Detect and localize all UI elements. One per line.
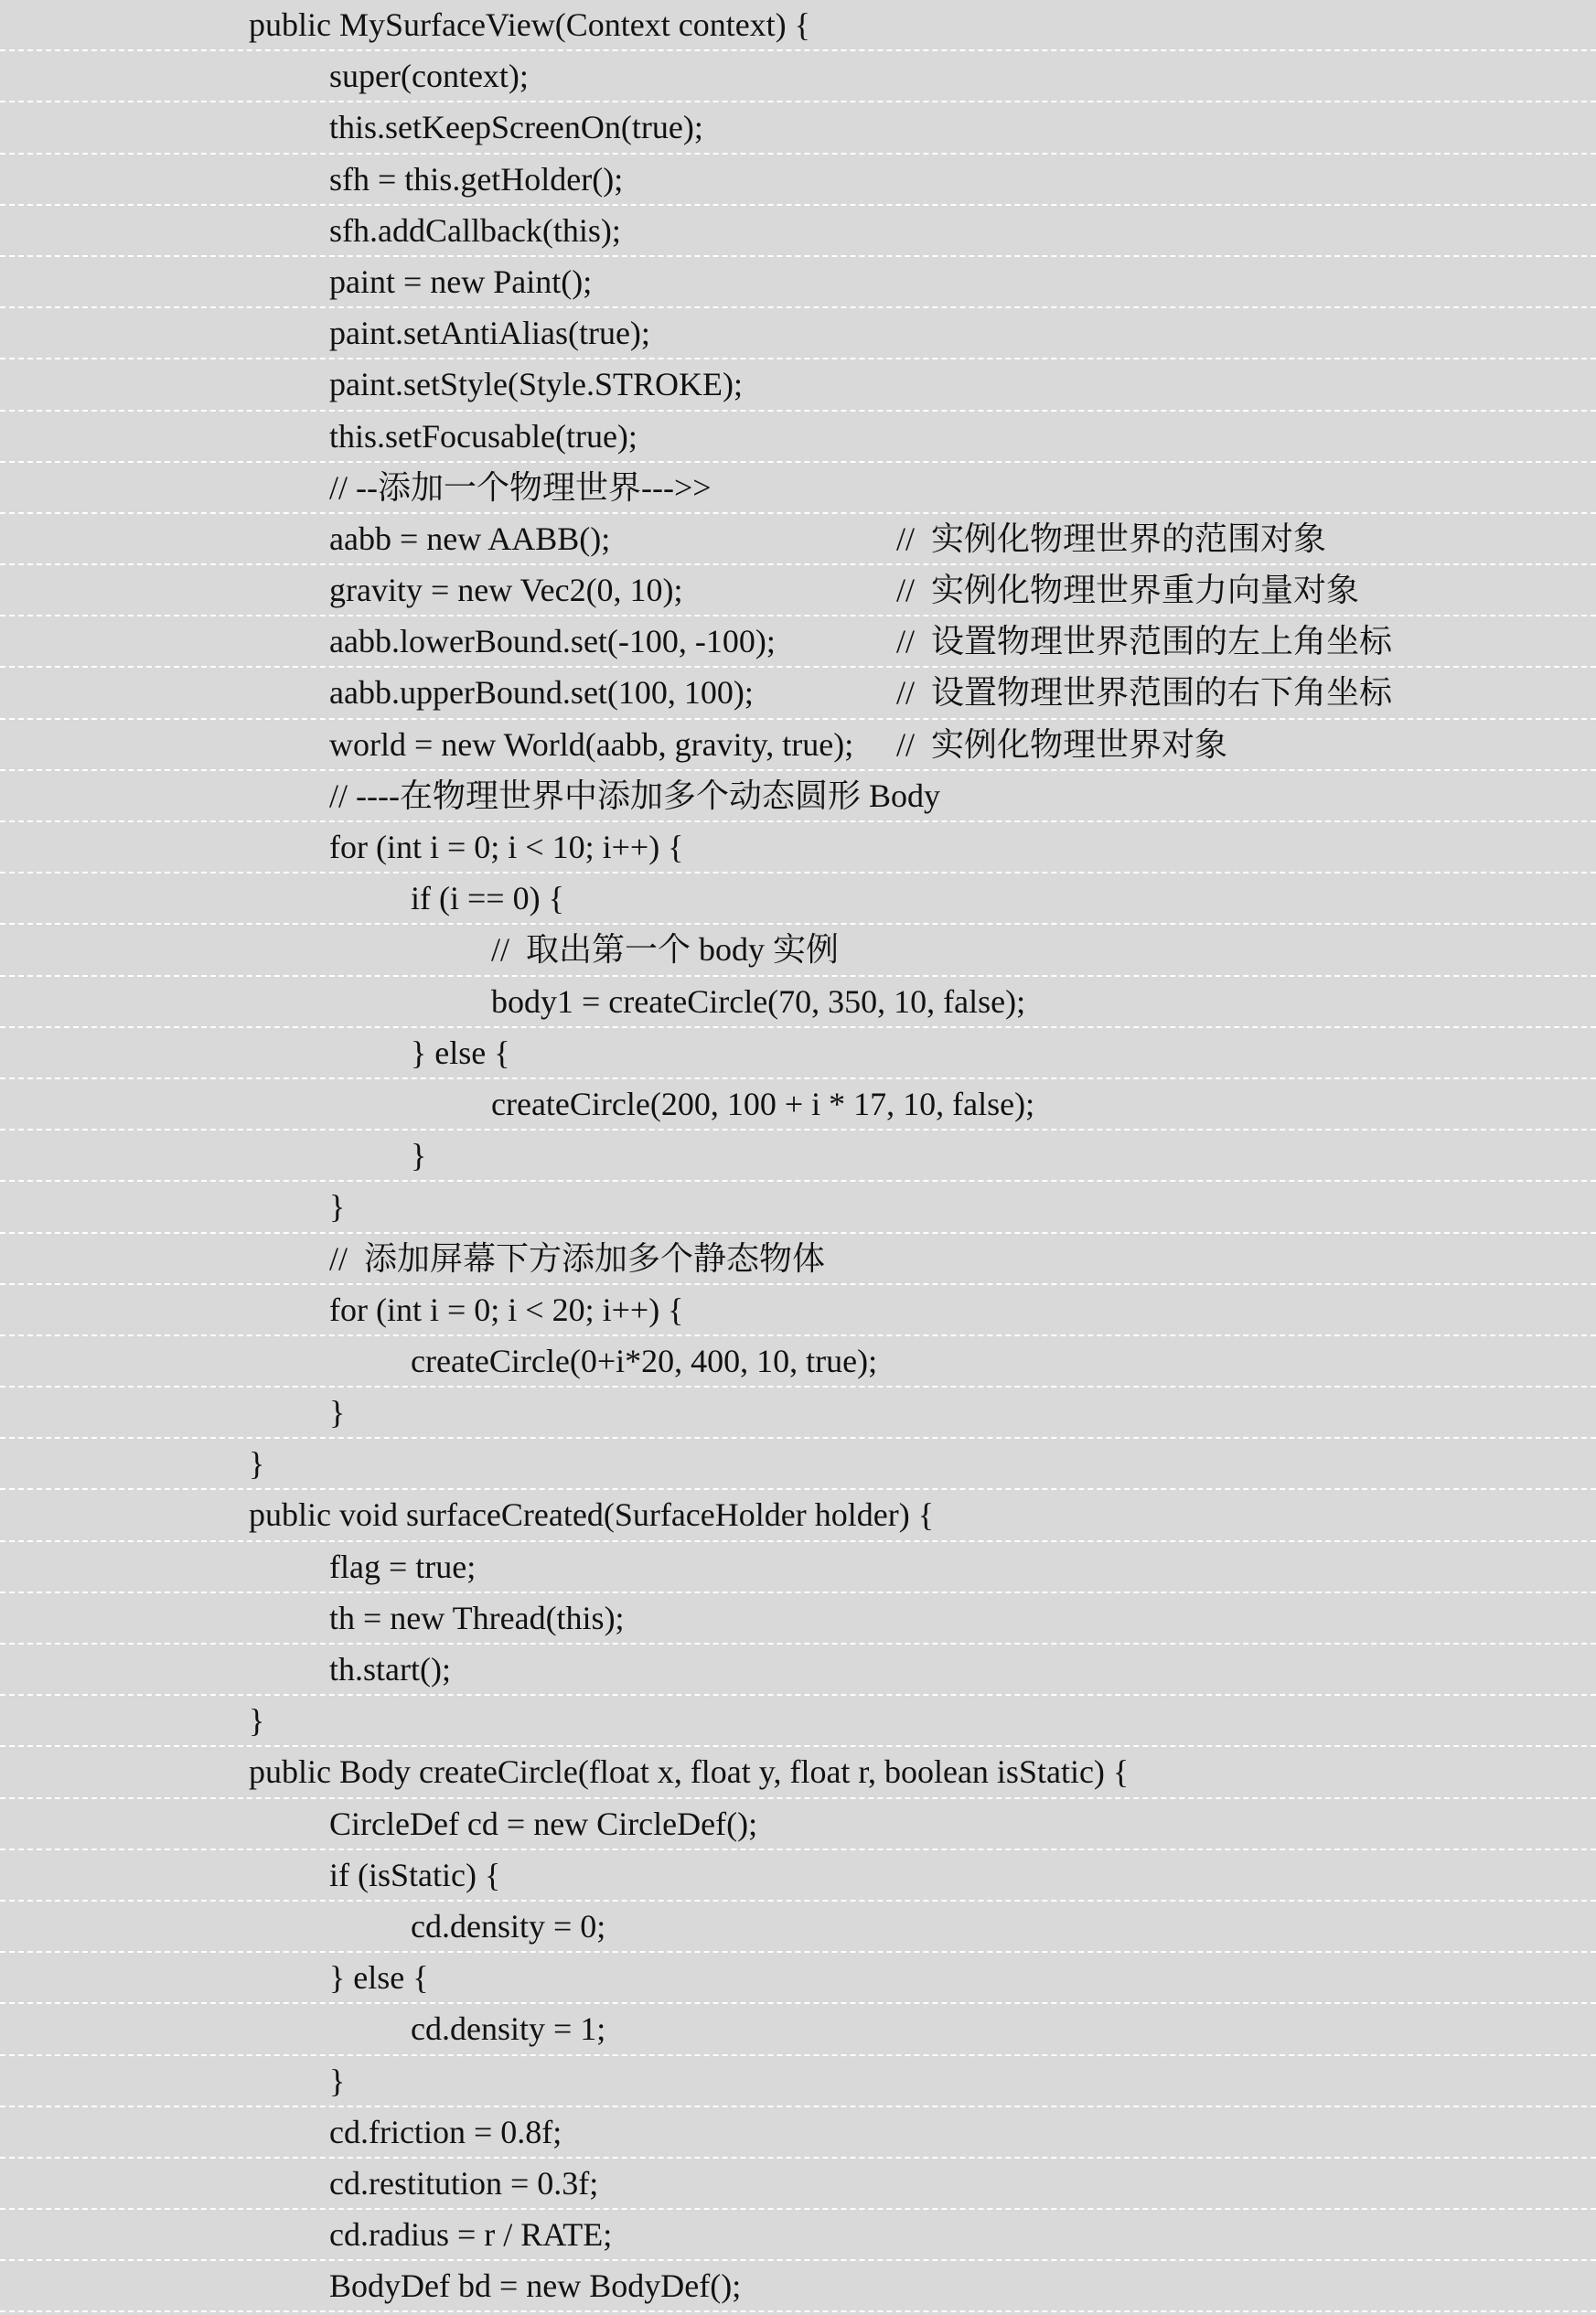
inline-comment: // 实例化物理世界对象 [896, 725, 1228, 763]
code-line [0, 1593, 1596, 1645]
code-text: paint = new Paint(); [329, 263, 593, 300]
code-line [0, 1079, 1596, 1131]
inline-comment: // 实例化物理世界的范围对象 [896, 520, 1327, 557]
code-text: } else { [329, 1959, 429, 1997]
code-text: public Body createCircle(float x, float y, float r, boolean isStatic) { [249, 1753, 1130, 1791]
code-comment-line: // ----在物理世界中添加多个动态圆形 Body [329, 777, 940, 814]
code-line [0, 308, 1596, 359]
code-line [0, 2210, 1596, 2261]
code-text: this.setFocusable(true); [329, 417, 637, 455]
code-line [0, 1542, 1596, 1593]
code-line [0, 2107, 1596, 2159]
code-line [0, 1645, 1596, 1696]
code-line [0, 1234, 1596, 1285]
code-text: aabb = new AABB(); [329, 520, 611, 557]
code-line [0, 565, 1596, 616]
code-line [0, 463, 1596, 514]
code-text: paint.setAntiAlias(true); [329, 315, 650, 352]
code-line [0, 2261, 1596, 2312]
code-line [0, 1336, 1596, 1388]
code-line [0, 1028, 1596, 1079]
code-line [0, 873, 1596, 925]
code-line [0, 2159, 1596, 2210]
code-text: sfh.addCallback(this); [329, 211, 621, 249]
code-line [0, 0, 1596, 51]
code-text: } [249, 1702, 265, 1740]
code-line [0, 102, 1596, 154]
code-text: th.start(); [329, 1651, 451, 1688]
code-line [0, 51, 1596, 102]
code-line [0, 771, 1596, 822]
code-line [0, 2056, 1596, 2107]
code-line [0, 668, 1596, 719]
code-line [0, 977, 1596, 1028]
code-text: aabb.upperBound.set(100, 100); [329, 674, 754, 712]
code-text: world = new World(aabb, gravity, true); [329, 725, 854, 763]
code-text: flag = true; [329, 1548, 477, 1585]
code-line [0, 206, 1596, 257]
code-text: BodyDef bd = new BodyDef(); [329, 2267, 742, 2305]
code-text: if (i == 0) { [411, 880, 564, 917]
code-text: aabb.lowerBound.set(-100, -100); [329, 623, 776, 660]
code-line [0, 1131, 1596, 1182]
code-text: CircleDef cd = new CircleDef(); [329, 1805, 758, 1842]
code-line [0, 1285, 1596, 1336]
code-line [0, 1388, 1596, 1439]
code-line [0, 1799, 1596, 1850]
code-text: th = new Thread(this); [329, 1599, 625, 1636]
code-text: cd.friction = 0.8f; [329, 2113, 562, 2150]
code-text: for (int i = 0; i < 20; i++) { [329, 1291, 684, 1328]
code-line [0, 412, 1596, 463]
code-comment-line: // 添加屏幕下方添加多个静态物体 [329, 1239, 826, 1277]
inline-comment: // 设置物理世界范围的右下角坐标 [896, 674, 1393, 712]
code-text: cd.density = 1; [411, 2010, 606, 2048]
code-comment-line: // --添加一个物理世界--->> [329, 468, 712, 506]
code-line [0, 720, 1596, 771]
code-text: this.setKeepScreenOn(true); [329, 109, 703, 146]
code-text: sfh = this.getHolder(); [329, 160, 624, 198]
code-text: } else { [411, 1034, 510, 1071]
code-text: } [329, 1394, 346, 1431]
code-text: } [249, 1445, 265, 1483]
code-line [0, 1902, 1596, 1953]
code-text: public void surfaceCreated(SurfaceHolder holder) { [249, 1496, 934, 1534]
code-line [0, 514, 1596, 565]
code-text: } [329, 1188, 346, 1226]
code-text: gravity = new Vec2(0, 10); [329, 572, 683, 609]
code-line [0, 822, 1596, 873]
code-text: paint.setStyle(Style.STROKE); [329, 366, 743, 403]
inline-comment: // 实例化物理世界重力向量对象 [896, 572, 1360, 609]
code-text: for (int i = 0; i < 10; i++) { [329, 829, 684, 865]
code-line [0, 155, 1596, 206]
code-text: body1 = createCircle(70, 350, 10, false); [491, 982, 1026, 1020]
code-line [0, 359, 1596, 411]
code-line [0, 616, 1596, 668]
code-line [0, 1439, 1596, 1490]
code-line [0, 1850, 1596, 1902]
code-text: } [329, 2062, 346, 2099]
code-line [0, 257, 1596, 308]
code-text: createCircle(0+i*20, 400, 10, true); [411, 1342, 878, 1379]
code-line [0, 1953, 1596, 2004]
code-comment-line: // 取出第一个 body 实例 [491, 931, 840, 969]
code-text: public MySurfaceView(Context context) { [249, 6, 810, 43]
code-line [0, 2004, 1596, 2055]
code-text: cd.radius = r / RATE; [329, 2216, 613, 2254]
code-text: if (isStatic) { [329, 1856, 501, 1893]
code-line [0, 1182, 1596, 1233]
code-text: super(context); [329, 58, 529, 95]
code-line [0, 925, 1596, 976]
code-line [0, 1490, 1596, 1541]
code-text: createCircle(200, 100 + i * 17, 10, false); [491, 1085, 1035, 1122]
code-line [0, 1747, 1596, 1798]
code-text: } [411, 1137, 427, 1174]
code-text: cd.density = 0; [411, 1907, 606, 1945]
code-line [0, 1696, 1596, 1747]
code-text: cd.restitution = 0.3f; [329, 2164, 599, 2202]
inline-comment: // 设置物理世界范围的左上角坐标 [896, 623, 1393, 660]
